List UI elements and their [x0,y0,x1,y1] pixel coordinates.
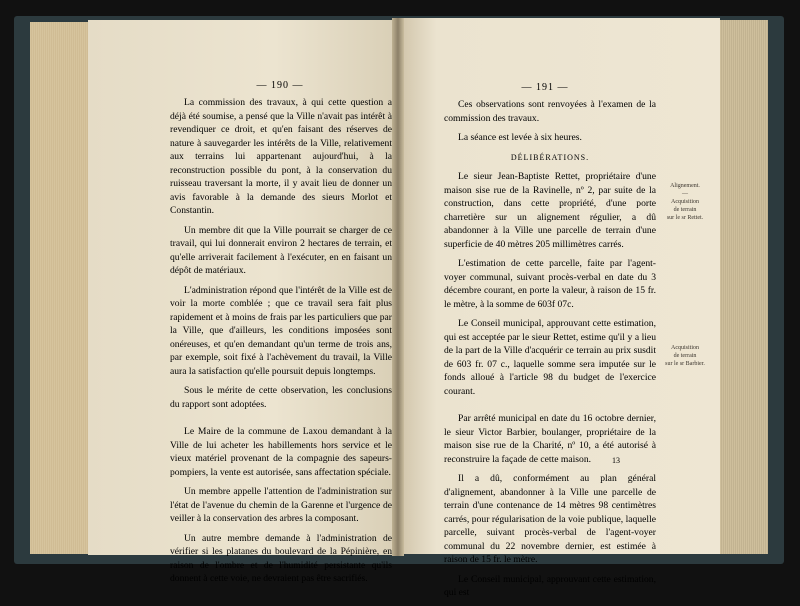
paragraph: La commission des travaux, à qui cette question a déjà été soumise, a pensé que la Ville n'avait pas intérêt à revendiquer ce droit, et qu'en faisant des réserves de nature à sauvegarder les intérêts de la Ville, relativement aux terrains lui appartenant aujourd'hui, à la reconstruction possible du pont, à la conservation du ruisseau traversant la morte, il y avait lieu de donner un avis favorable à la demande des sieurs Morlot et Constantin. [170,97,392,216]
paragraph: Le Conseil municipal, approuvant cette estimation, qui est [444,573,656,598]
margin-note-line: Acquisition [671,345,699,351]
paragraph: Un membre dit que la Ville pourrait se charger de ce travail, qui lui donnerait environ 2 hectares de terrain, et qu'elle arriverait facilement à l'exécuter, en en faisant un dépôt de matériaux. [170,224,392,276]
margin-note-line: sur le sr Rettet. [666,215,704,221]
paragraph: Un autre membre demande à l'administration de vérifier si les platanes du boulevard de la Pépinière, en raison de l'ombre et de l'humidité persistante qu'ils donnent à cette voie, ne devraient pas être sacrifiés. [170,532,392,584]
book-gutter [392,18,404,556]
margin-note-line: Alignement. [670,183,700,189]
paragraph: L'estimation de cette parcelle, faite par l'agent-voyer communal, suivant procès-verbal en date du 3 décembre courant, en porte la valeur, à raison de 15 fr. le mètre, à la somme de 603f 07c. [444,258,656,310]
paragraph: Le Maire de la commune de Laxou demandant à la Ville de lui acheter les habillements hors service et le vieux matériel provenant de la compagnie des sapeurs-pompiers, la vente est autorisée, sans affectation spéciale. [170,426,392,478]
margin-note-rettet [655,182,715,222]
margin-note-line: de terrain [673,207,697,213]
margin-note-barbier [655,344,715,368]
section-heading: DÉLIBÉRATIONS. [510,152,590,162]
signature-mark: 13 [612,456,620,465]
margin-note-line: sur le sr Barbier. [665,361,705,367]
margin-note-line: Acquisition [671,199,699,205]
paragraph: Sous le mérite de cette observation, les conclusions du rapport sont adoptées. [170,385,392,410]
margin-note-line: de terrain [673,353,697,359]
right-page-text [444,98,656,606]
paragraph: Ces observations sont renvoyées à l'examen de la commission des travaux. [444,99,656,124]
paragraph: Par arrêté municipal en date du 16 octobre dernier, le sieur Victor Barbier, boulanger, propriétaire de la maison sise rue de la Charité, nº 10, a été autorisé à reconstruire la façade de cette maison. [444,413,656,465]
paragraph: Un membre appelle l'attention de l'administration sur l'état de l'avenue du chemin de la Garenne et l'urgence de veiller à la conservation des arbres la composant. [170,486,392,524]
left-page-text [170,96,392,592]
page-number-left: — 190 — [256,80,304,91]
paragraph: La séance est levée à six heures. [458,132,582,143]
paragraph: Il a dû, conformément au plan général d'alignement, abandonner à la Ville une parcelle de terrain d'une contenance de 14 mètres 98 centimètres carrés, pour régularisation de la voie publique, laquelle parcelle, suivant procès-verbal de l'agent-voyer communal du 22 novembre dernier, est estimée à raison de 15 fr. le mètre. [444,473,656,565]
paragraph: Le Conseil municipal, approuvant cette estimation, qui est acceptée par le sieur Rettet, estime qu'il y a lieu de la part de la Ville d'acquérir ce terrain au prix susdit de 603 fr. 07 c., laquelle somme sera imputée sur le fonds alloué à l'article 98 du budget de l'exercice courant. [444,318,656,397]
page-number-right: — 191 — [521,82,569,93]
page-edges-left [30,22,92,554]
paragraph: Le sieur Jean-Baptiste Rettet, propriétaire d'une maison sise rue de la Ravinelle, nº 2, par suite de la construction, dans cette propriété, d'une porte charretière sur un alignement régulier, a dû abandonner à la Ville une parcelle de terrain d'une superficie de 40 mètres 205 millimètres carrés. [444,171,656,250]
paragraph: L'administration répond que l'intérêt de la Ville est de voir la morte comblée ; que ce travail sera fait plus rapidement et à moins de frais par les particuliers que par la Ville, que d'ailleurs, les conditions imposées sont onéreuses, et qu'en demandant qu'un terme de trois ans, par exemple, soit fixé à l'achèvement du travail, la Ville aura la satisfaction qu'elle poursuit depuis longtemps. [170,284,392,377]
page-edges-right [718,20,768,554]
margin-note-line: — [682,191,688,197]
